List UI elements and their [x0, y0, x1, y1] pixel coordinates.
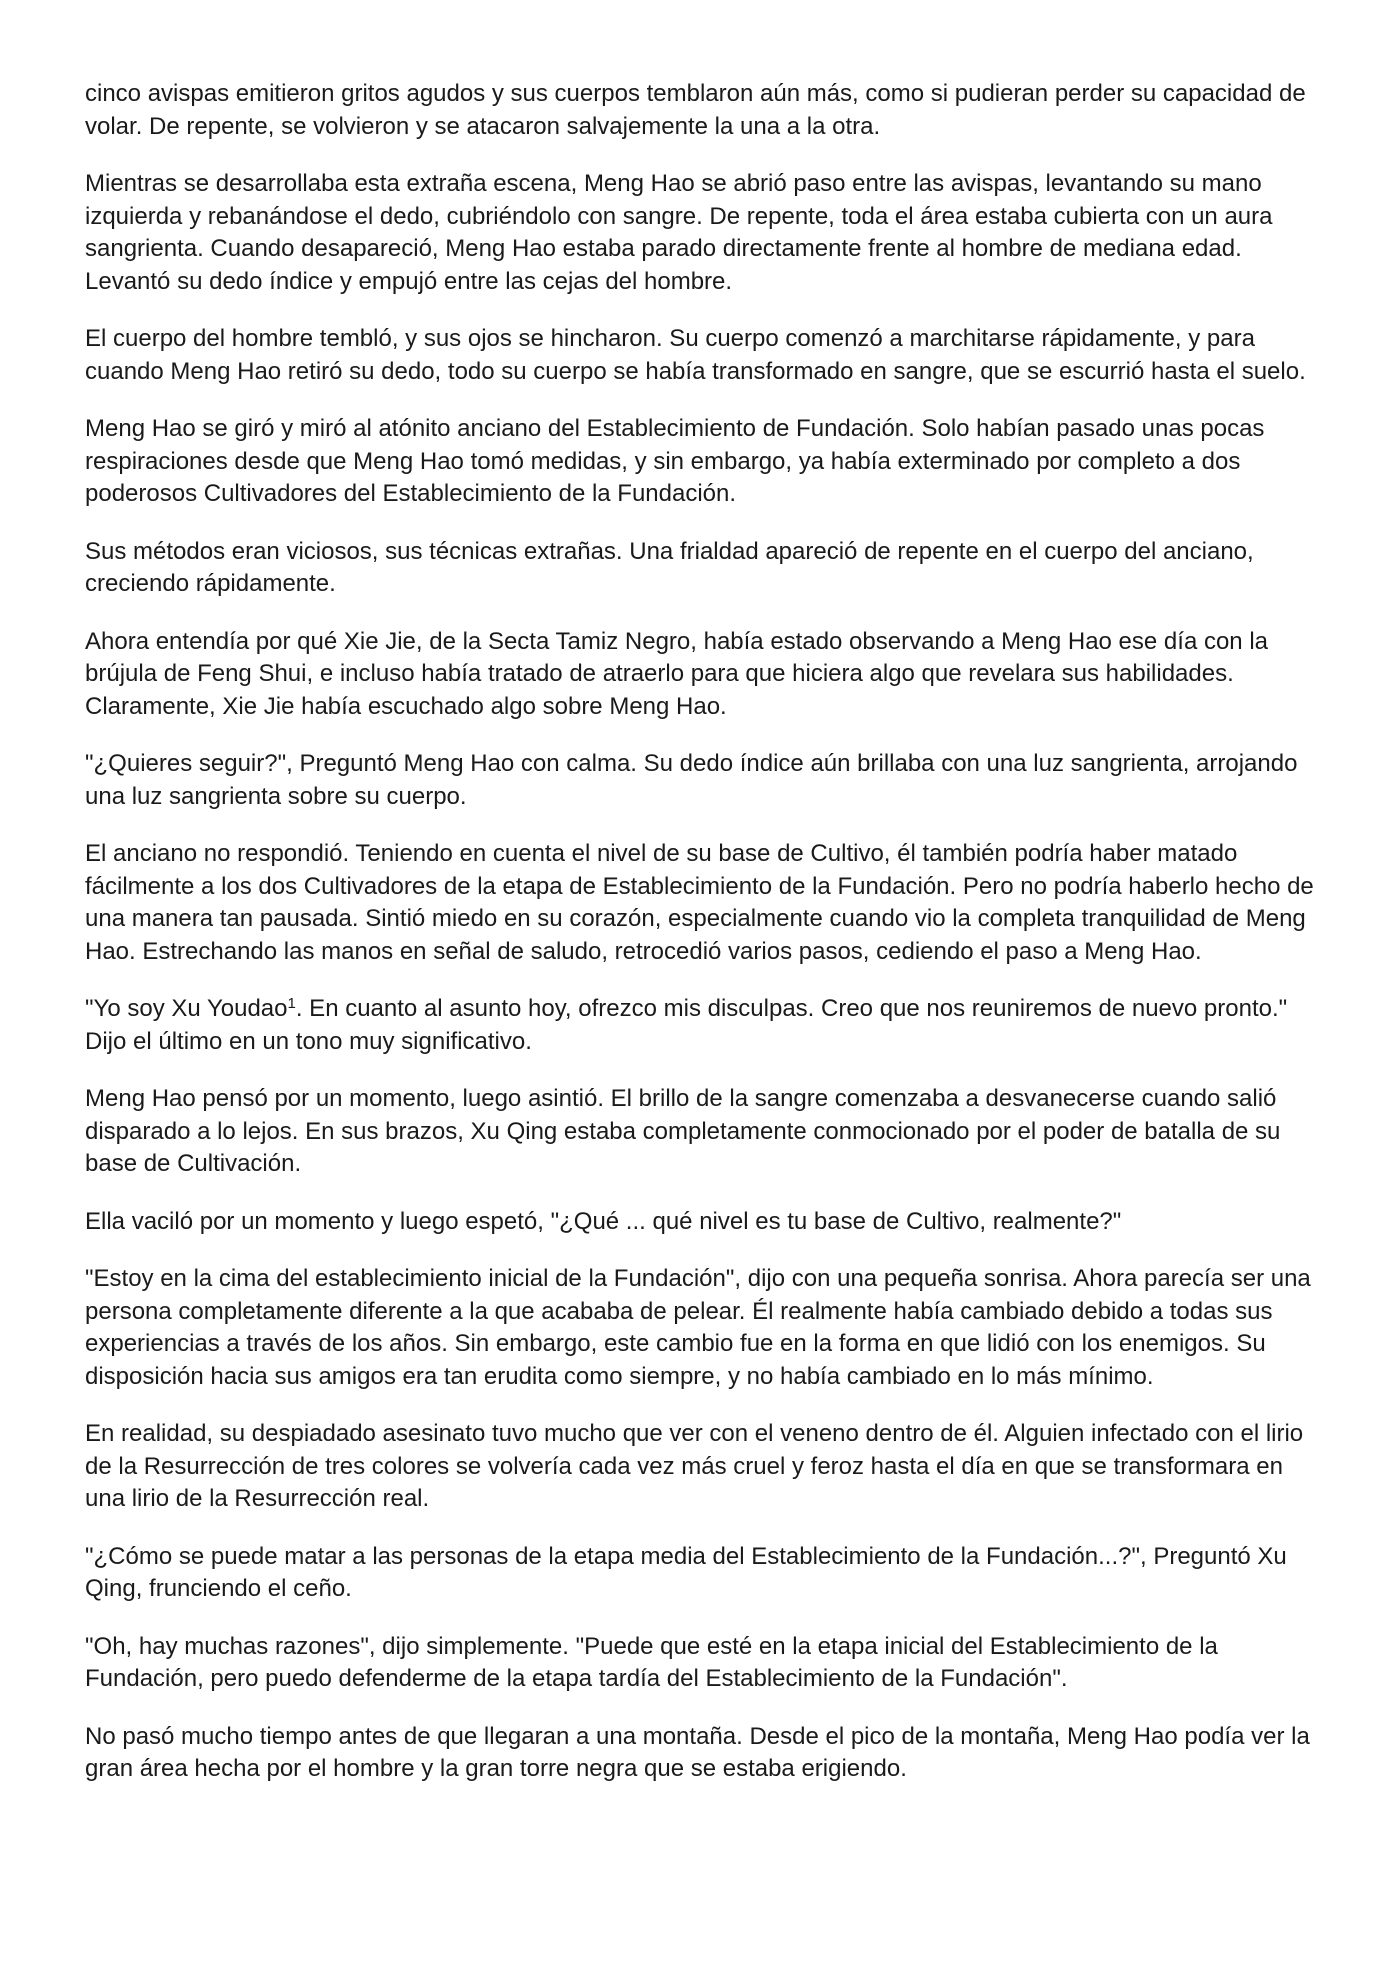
document-body [85, 78, 1325, 1811]
paragraph-1: cinco avispas emitieron gritos agudos y sus cuerpos temblaron aún más, como si pudieran perder su capacidad de volar. De repente, se volvieron y se atacaron salvajemente la una a la otra. [85, 80, 1306, 140]
paragraph-7: "¿Quieres seguir?", Preguntó Meng Hao con calma. Su dedo índice aún brillaba con una luz sangrienta, arrojando una luz sangrienta sobre su cuerpo. [85, 750, 1298, 810]
paragraph-9 [85, 993, 1325, 1058]
paragraph-9-text-after: . En cuanto al asunto hoy, ofrezco mis disculpas. Creo que nos reuniremos de nuevo pronto." Dijo el último en un tono muy significativo. [85, 995, 1288, 1055]
paragraph-6: Ahora entendía por qué Xie Jie, de la Secta Tamiz Negro, había estado observando a Meng Hao ese día con la brújula de Feng Shui, e incluso había tratado de atraerlo para que hiciera algo que revelara sus habilidades. Claramente, Xie Jie había escuchado algo sobre Meng Hao. [85, 627, 1268, 720]
paragraph-16: No pasó mucho tiempo antes de que llegaran a una montaña. Desde el pico de la montaña, Meng Hao podía ver la gran área hecha por el hombre y la gran torre negra que se estaba erigiendo. [85, 1722, 1310, 1782]
paragraph-15: "Oh, hay muchas razones", dijo simplemente. "Puede que esté en la etapa inicial del Establecimiento de la Fundación, pero puedo defenderme de la etapa tardía del Establecimiento de la Fundación". [85, 1632, 1218, 1692]
paragraph-11: Ella vaciló por un momento y luego espetó, "¿Qué ... qué nivel es tu base de Cultivo, realmente?" [85, 1207, 1122, 1235]
paragraph-12: "Estoy en la cima del establecimiento inicial de la Fundación", dijo con una pequeña sonrisa. Ahora parecía ser una persona completamente diferente a la que acababa de pelear. Él realmente había cambiado debido a todas sus experiencias a través de los años. Sin embargo, este cambio fue en la forma en que lidió con los enemigos. Su disposición hacia sus amigos era tan erudita como siempre, y no había cambiado en lo más mínimo. [85, 1265, 1311, 1390]
paragraph-10: Meng Hao pensó por un momento, luego asintió. El brillo de la sangre comenzaba a desvanecerse cuando salió disparado a lo lejos. En sus brazos, Xu Qing estaba completamente conmocionado por el poder de batalla de su base de Cultivación. [85, 1085, 1281, 1177]
paragraph-9-text-before: "Yo soy Xu Youdao [85, 995, 288, 1022]
paragraph-14: "¿Cómo se puede matar a las personas de la etapa media del Establecimiento de la Fundación...?", Preguntó Xu Qing, frunciendo el ceño. [85, 1542, 1287, 1602]
footnote-marker[interactable]: 1 [287, 995, 296, 1012]
paragraph-4: Meng Hao se giró y miró al atónito anciano del Establecimiento de Fundación. Solo habían pasado unas pocas respiraciones desde que Meng Hao tomó medidas, y sin embargo, ya había exterminado por completo a dos poderosos Cultivadores del Establecimiento de la Fundación. [85, 415, 1265, 507]
paragraph-8: El anciano no respondió. Teniendo en cuenta el nivel de su base de Cultivo, él también podría haber matado fácilmente a los dos Cultivadores de la etapa de Establecimiento de la Fundación. Pero no podría haberlo hecho de una manera tan pausada. Sintió miedo en su corazón, especialmente cuando vio la completa tranquilidad de Meng Hao. Estrechando las manos en señal de saludo, retrocedió varios pasos, cediendo el paso a Meng Hao. [85, 840, 1314, 965]
paragraph-2: Mientras se desarrollaba esta extraña escena, Meng Hao se abrió paso entre las avispas, levantando su mano izquierda y rebanándose el dedo, cubriéndolo con sangre. De repente, toda el área estaba cubierta con un aura sangrienta. Cuando desapareció, Meng Hao estaba parado directamente frente al hombre de mediana edad. Levantó su dedo índice y empujó entre las cejas del hombre. [85, 170, 1273, 295]
paragraph-5: Sus métodos eran viciosos, sus técnicas extrañas. Una frialdad apareció de repente en el cuerpo del anciano, creciendo rápidamente. [85, 537, 1254, 597]
paragraph-13: En realidad, su despiadado asesinato tuvo mucho que ver con el veneno dentro de él. Alguien infectado con el lirio de la Resurrección de tres colores se volvería cada vez más cruel y feroz hasta el día en que se transformara en una lirio de la Resurrección real. [85, 1420, 1304, 1512]
paragraph-3: El cuerpo del hombre tembló, y sus ojos se hincharon. Su cuerpo comenzó a marchitarse rápidamente, y para cuando Meng Hao retiró su dedo, todo su cuerpo se había transformado en sangre, que se escurrió hasta el suelo. [85, 325, 1306, 385]
